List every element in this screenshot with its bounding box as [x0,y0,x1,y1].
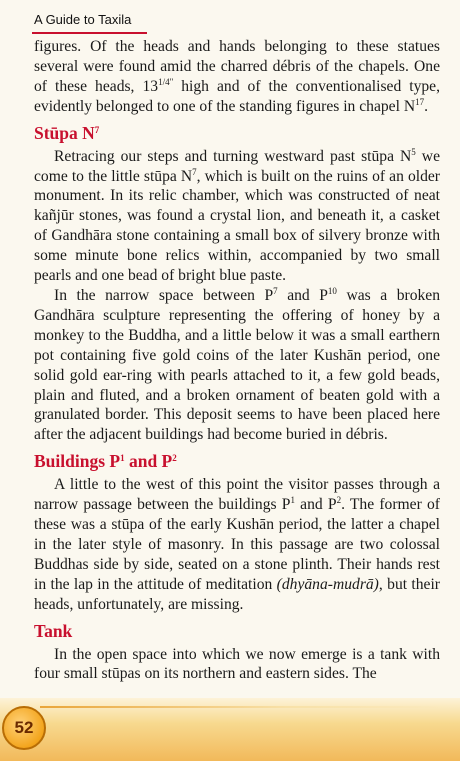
text-run: Buildings P [34,451,121,472]
text-run: . The former of these was a stūpa of the early Kushān period, the latter a chapel in the later style of masonry. In this passage are two colossal Buddhas side by side, seated on a stone plinth. Their hands rest in the lap in the attitude of meditation [34,496,440,593]
text-run: , but their heads, unfortunately, are missing. [34,575,440,613]
text-run: and P [277,286,328,304]
section-heading [34,621,440,642]
text-run: Retracing our steps and turning westward past stūpa N [54,147,412,165]
superscript: 1/4" [158,76,174,87]
superscript: 7 [94,124,100,135]
superscript: 5 [411,146,416,157]
paragraph [34,147,440,286]
section-heading [34,123,440,144]
text-run: Tank [34,620,73,641]
text-run: . [424,97,428,115]
paragraph [34,37,440,117]
page-body [34,37,440,684]
text-run: In the narrow space between P [54,286,274,304]
superscript: 1 [290,495,295,506]
running-header: A Guide to Taxila [34,12,132,27]
footer-decoration [0,698,460,761]
text-run: In the open space into which we now emerge is a tank with four small stūpas on its northern and eastern sides. The [34,645,440,683]
superscript: 2 [336,495,342,506]
text-run: , which is built on the ruins of an older monument. In its relic chamber, which was constructed of neat kañjūr stones, was found a crystal lion, and beneath it, a casket of Gandhāra stone containing a small box of silvery bronze with some minute bone relics within, accompanied by two small pearls and one bead of bright blue paste. [34,167,440,285]
text-run: Stūpa N [34,122,95,143]
italic-text: (dhyāna-mudrā) [276,575,379,593]
text-run: high and of the conventionalised type, evidently belonged to one of the standing figures in chapel N [34,77,440,115]
header-rule [32,32,147,34]
section-heading [34,451,440,472]
text-run: figures. Of the heads and hands belonging to these statues several were found amid the charred débris of the chapels. One of these heads, 13 [34,38,440,95]
text-run: and P [124,451,173,472]
paragraph [34,475,440,614]
superscript: 2 [172,453,177,464]
superscript: 1 [120,453,125,464]
text-run: we come to the little stūpa N [34,147,440,185]
page-number: 52 [2,706,46,750]
text-run: was a broken Gandhāra sculpture representing the offering of honey by a monkey to the Buddha, and a little below it was a small earthern pot containing five gold coins of the later Kushān period, one solid gold ear-ring with pearls attached to it, a few gold beads, plain and fluted, and a broken ornament of beaten gold with a granulated border. This deposit seems to have been placed here after the adjacent buildings had become buried in débris. [34,286,441,444]
text-run: and P [294,496,337,514]
text-run: A little to the west of this point the visitor passes through a narrow passage between the buildings P [34,476,440,514]
paragraph [34,286,440,445]
superscript: 7 [273,285,278,296]
superscript: 7 [192,166,197,177]
paragraph [34,645,440,685]
superscript: 10 [327,285,337,296]
superscript: 17 [415,96,425,107]
